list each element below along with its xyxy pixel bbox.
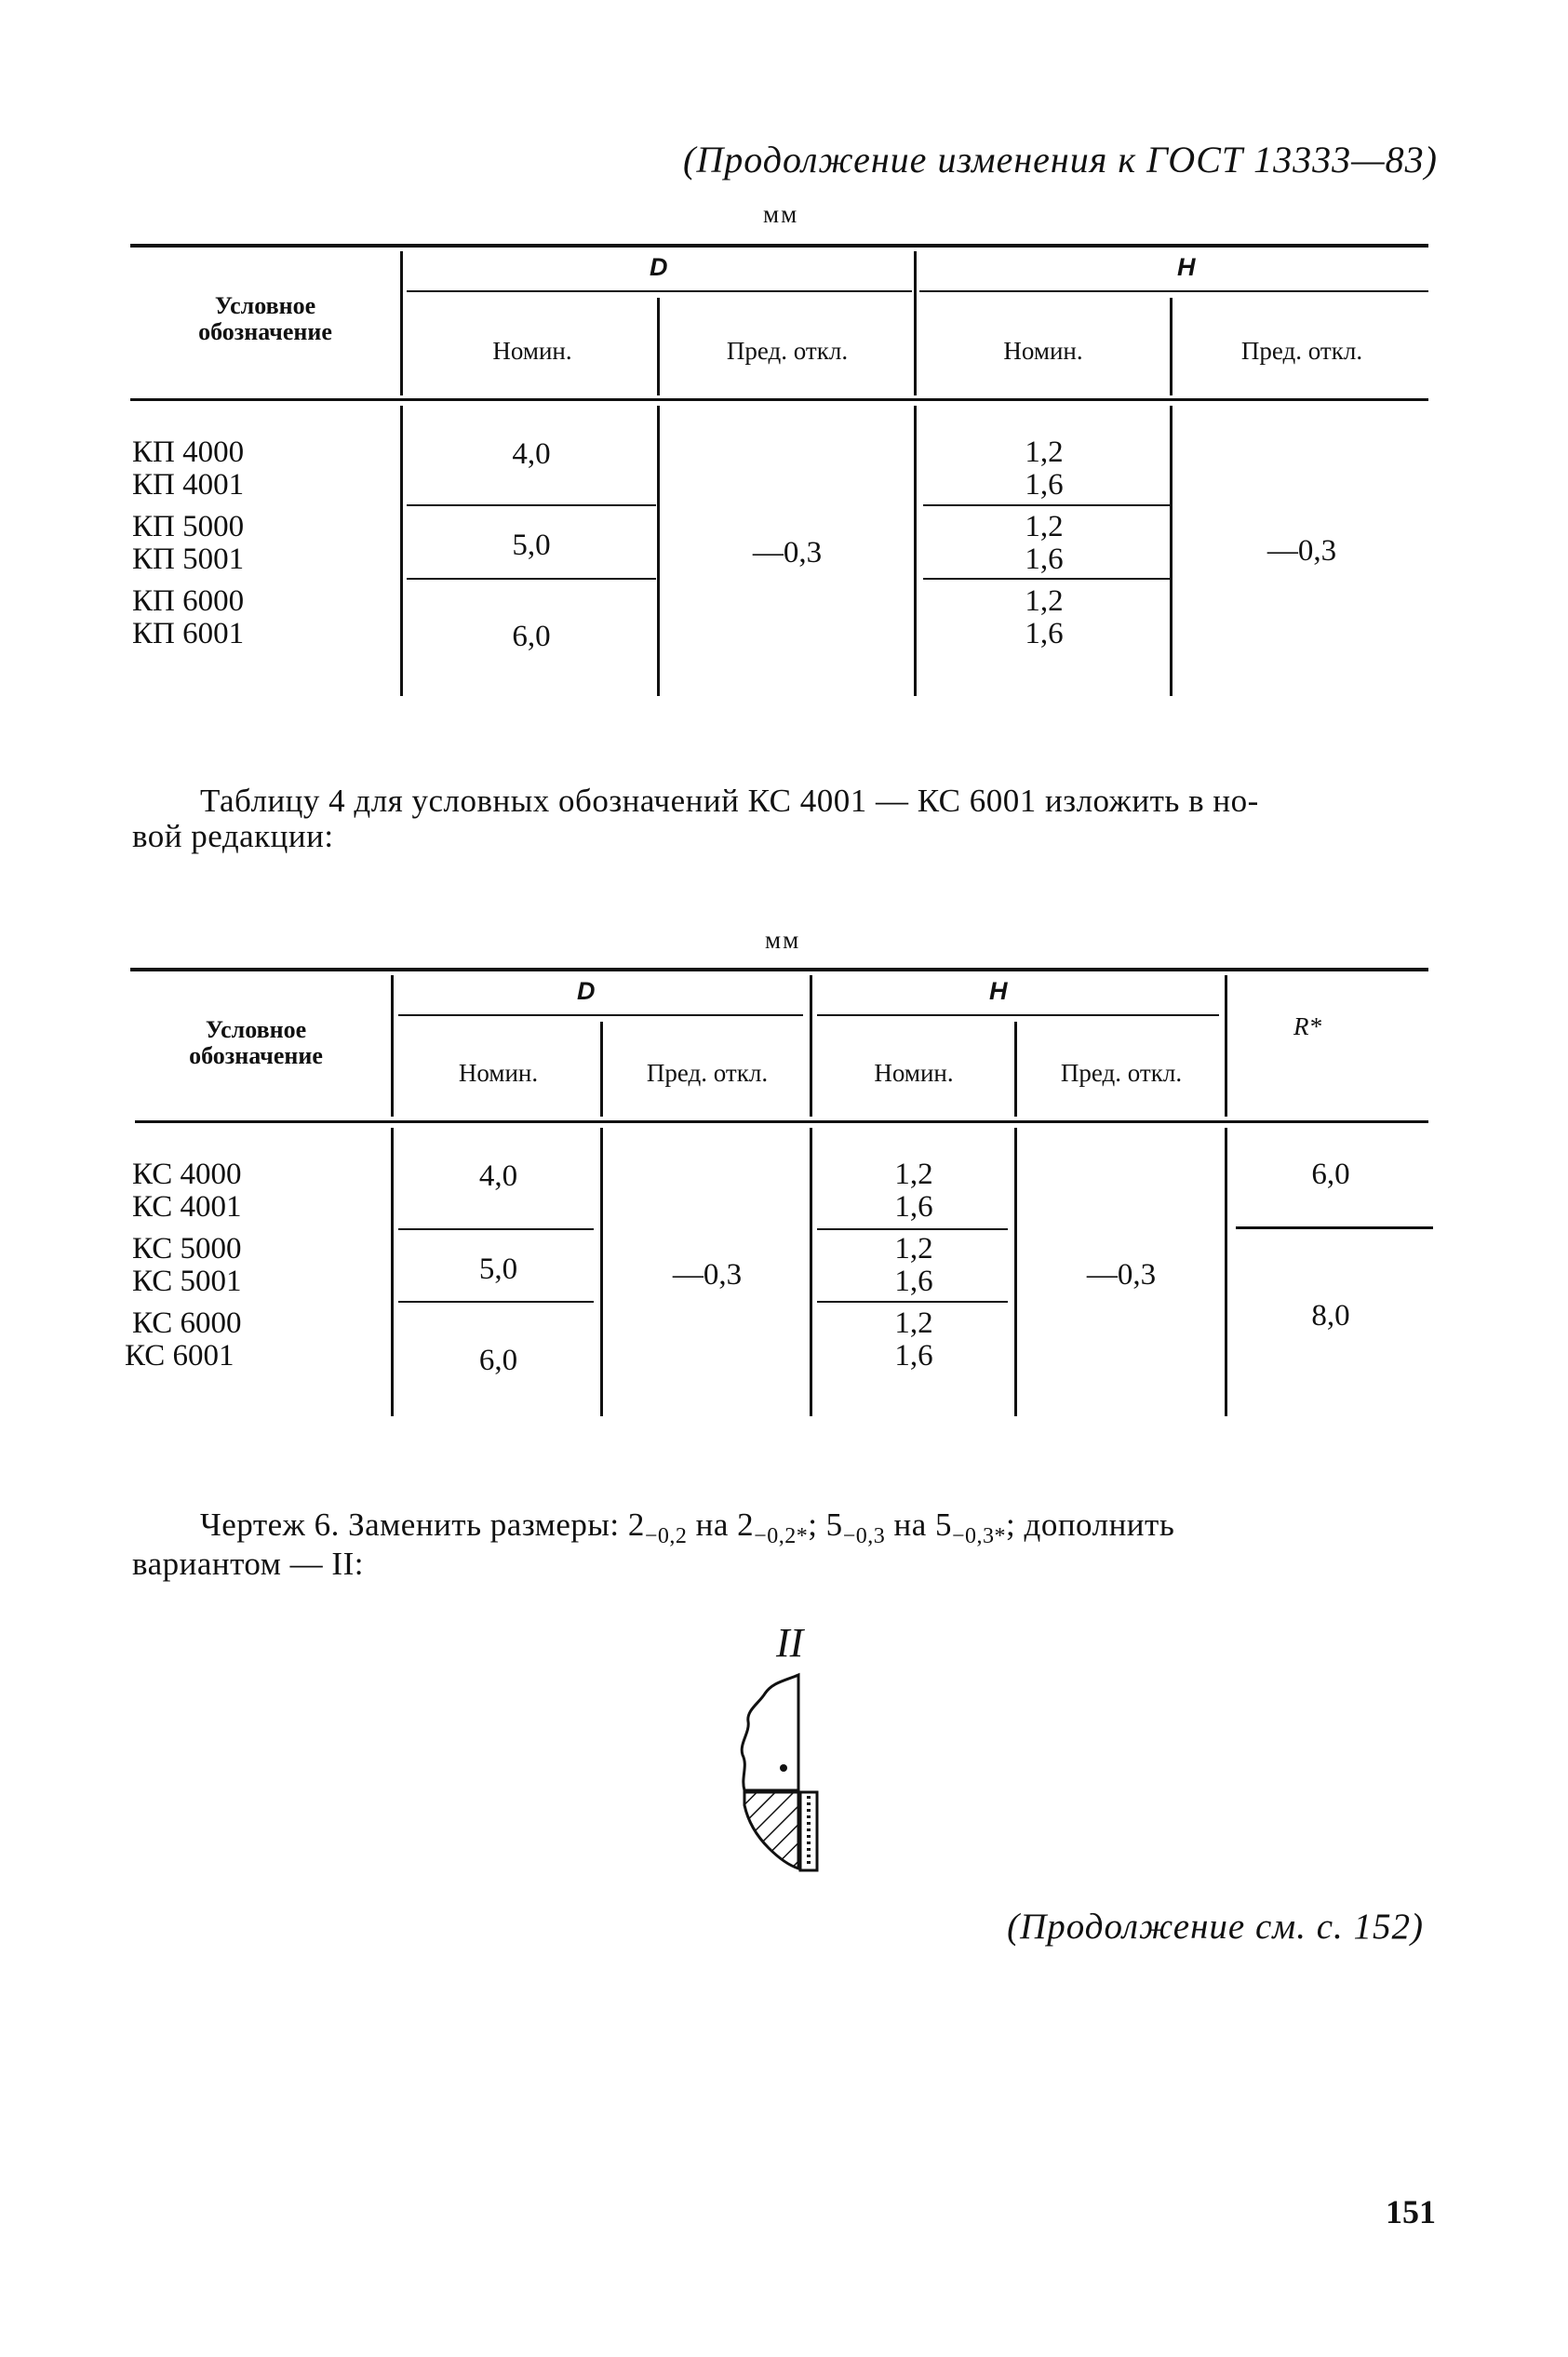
table-1-h-nom-value: 1,2: [1025, 584, 1064, 618]
table-1-d-nom-value: 5,0: [512, 529, 551, 562]
table-1-h-dev-value: —0,3: [1266, 534, 1337, 568]
table-1-d-nom: Номин.: [492, 337, 572, 365]
table-1-h-row-rule-2: [923, 578, 1170, 580]
paragraph-2-text: Чертеж 6. Заменить размеры: 2: [200, 1507, 645, 1543]
table-1-h-dev: Пред. откл.: [1240, 337, 1363, 365]
table-2-vrule: [1225, 975, 1227, 1117]
table-2-h-row-rule-2: [817, 1301, 1008, 1303]
table-2-designation: КС 6001: [125, 1339, 235, 1373]
table-2-col-designation: Условное обозначение: [189, 1016, 323, 1069]
table-1-designation: КП 4001: [132, 468, 245, 502]
paragraph-2-line-2: вариантом — II:: [132, 1546, 364, 1582]
table-1-group-d: D: [650, 253, 668, 281]
table-2-d-nom-value: 4,0: [478, 1159, 518, 1193]
table-2-h-nom: Номин.: [874, 1059, 954, 1087]
table-2-r-row-rule: [1236, 1226, 1433, 1229]
tolerance-subscript: −0,3*: [952, 1524, 1007, 1548]
table-1-header-rule: [130, 398, 1428, 401]
paragraph-1-line-1: Таблицу 4 для условных обозначений КС 4001 — КС 6001 изложить в но-: [200, 783, 1259, 819]
table-2-d-row-rule-2: [398, 1301, 594, 1303]
table-1-h-rule: [919, 290, 1428, 292]
table-1-vrule: [1170, 406, 1173, 696]
table-2-group-h: H: [989, 977, 1008, 1005]
table-1-vrule: [914, 251, 917, 395]
table-2-d-nom-value: 5,0: [478, 1252, 518, 1286]
table-1-h-nom-value: 1,2: [1025, 435, 1064, 469]
table-2-vrule: [391, 1128, 394, 1416]
table-1-group-h: H: [1177, 253, 1196, 281]
table-1-d-row-rule-1: [407, 504, 656, 506]
tolerance-subscript: −0,3: [842, 1524, 886, 1548]
paragraph-1-line-2: вой редакции:: [132, 818, 334, 854]
table-2-unit: мм: [765, 926, 801, 954]
table-2-r-value: 6,0: [1311, 1158, 1350, 1191]
drawing-label: II: [776, 1620, 804, 1666]
table-2-h-nom-value: 1,2: [894, 1306, 933, 1340]
table-2-designation: КС 4001: [132, 1190, 242, 1224]
drawing-variant-ii: [735, 1666, 838, 1880]
table-2-header-rule: [135, 1120, 1428, 1123]
table-1-top-rule: [130, 244, 1428, 248]
table-2-h-nom-value: 1,2: [894, 1232, 933, 1266]
table-1-d-row-rule-2: [407, 578, 656, 580]
page-header: (Продолжение изменения к ГОСТ 13333—83): [683, 139, 1438, 181]
table-1-designation: КП 4000: [132, 435, 245, 469]
table-2-designation: КС 6000: [132, 1306, 242, 1340]
table-2-d-dev-value: —0,3: [672, 1258, 743, 1292]
table-1-col-designation: Условное обозначение: [198, 292, 332, 345]
paragraph-2-text: ; 5: [808, 1507, 843, 1543]
table-2-d-rule: [398, 1014, 803, 1016]
table-1-d-dev: Пред. откл.: [726, 337, 849, 365]
table-1-vrule: [657, 298, 660, 395]
table-1-vrule: [400, 406, 403, 696]
table-2-vrule: [600, 1128, 603, 1416]
table-2-designation: КС 4000: [132, 1158, 242, 1191]
table-2-designation: КС 5000: [132, 1232, 242, 1266]
table-2-vrule: [600, 1022, 603, 1117]
paragraph-2-text: ; дополнить: [1006, 1507, 1175, 1543]
table-2-d-dev: Пред. откл.: [646, 1059, 769, 1087]
table-2-vrule: [1014, 1022, 1017, 1117]
table-1-h-nom-value: 1,6: [1025, 617, 1064, 650]
table-2-d-nom-value: 6,0: [478, 1344, 518, 1377]
tolerance-subscript: −0,2: [644, 1524, 688, 1548]
table-1-designation: КП 6000: [132, 584, 245, 618]
paragraph-2-text: на 5: [885, 1507, 952, 1543]
table-1-h-nom-value: 1,6: [1025, 542, 1064, 576]
table-1-designation: КП 6001: [132, 617, 245, 650]
table-2-h-nom-value: 1,6: [894, 1190, 933, 1224]
table-2-vrule: [810, 975, 812, 1117]
table-2-h-nom-value: 1,6: [894, 1339, 933, 1373]
table-1-d-dev-value: —0,3: [752, 536, 823, 569]
table-1-designation: КП 5000: [132, 510, 245, 543]
table-1-h-nom-value: 1,2: [1025, 510, 1064, 543]
table-1-h-row-rule-1: [923, 504, 1170, 506]
table-2-group-r: R*: [1293, 1012, 1321, 1040]
table-2-vrule: [1014, 1128, 1017, 1416]
table-2-h-row-rule-1: [817, 1228, 1008, 1230]
table-2-d-row-rule-1: [398, 1228, 594, 1230]
page-number: 151: [1386, 2193, 1436, 2230]
table-2-h-nom-value: 1,2: [894, 1158, 933, 1191]
table-2-h-dev: Пред. откл.: [1060, 1059, 1183, 1087]
table-2-designation: КС 5001: [132, 1265, 242, 1298]
table-2-vrule: [810, 1128, 812, 1416]
table-1-vrule: [1170, 298, 1173, 395]
table-2-top-rule: [130, 968, 1428, 971]
table-1-d-nom-value: 4,0: [512, 437, 551, 471]
table-1-h-nom: Номин.: [1003, 337, 1083, 365]
table-2-vrule: [391, 975, 394, 1117]
table-2-r-value: 8,0: [1311, 1299, 1350, 1333]
table-1-vrule: [400, 251, 403, 395]
table-2-h-nom-value: 1,6: [894, 1265, 933, 1298]
table-1-unit: мм: [763, 200, 799, 228]
tolerance-subscript: −0,2*: [754, 1524, 809, 1548]
table-1-h-nom-value: 1,6: [1025, 468, 1064, 502]
table-2-group-d: D: [577, 977, 596, 1005]
table-1-vrule: [657, 406, 660, 696]
table-1-vrule: [914, 406, 917, 696]
table-2-h-dev-value: —0,3: [1086, 1258, 1157, 1292]
table-1-designation: КП 5001: [132, 542, 245, 576]
table-1-d-rule: [407, 290, 912, 292]
paragraph-2-text: на 2: [687, 1507, 755, 1543]
page-footer: (Продолжение см. с. 152): [1007, 1907, 1424, 1947]
table-2-vrule: [1225, 1128, 1227, 1416]
table-2-d-nom: Номин.: [458, 1059, 539, 1087]
table-1-d-nom-value: 6,0: [512, 620, 551, 653]
table-2-h-rule: [817, 1014, 1219, 1016]
